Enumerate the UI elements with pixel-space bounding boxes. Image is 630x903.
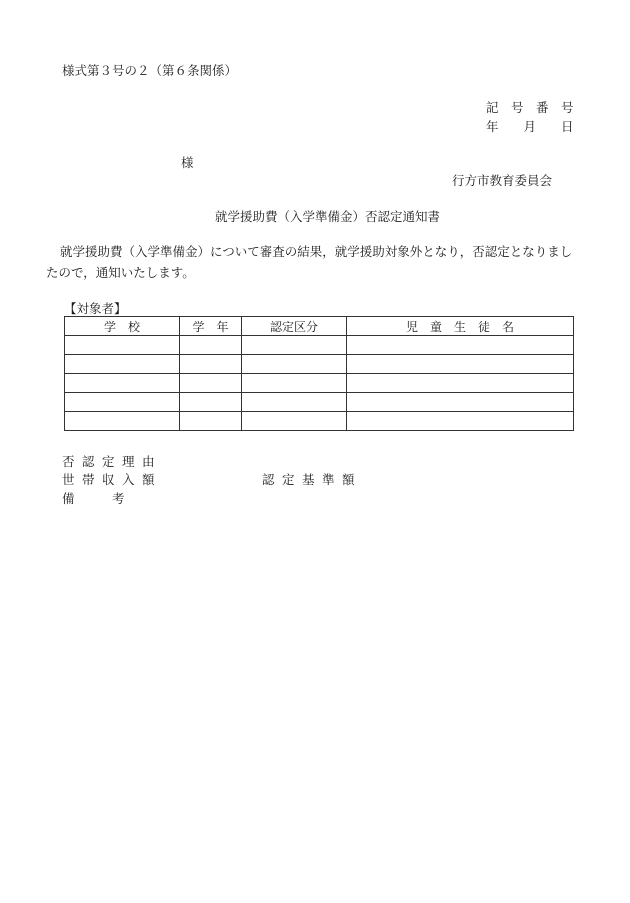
table-cell bbox=[347, 355, 574, 374]
table-row bbox=[65, 336, 574, 355]
document-title: 就学援助費（入学準備金）否認定通知書 bbox=[215, 209, 441, 224]
table-cell bbox=[180, 336, 242, 355]
table-cell bbox=[180, 393, 242, 412]
table-cell bbox=[242, 393, 347, 412]
header-category: 認定区分 bbox=[242, 317, 347, 336]
table-cell bbox=[180, 355, 242, 374]
header-grade: 学 年 bbox=[180, 317, 242, 336]
table-cell bbox=[347, 336, 574, 355]
target-table bbox=[64, 316, 574, 431]
table-cell bbox=[347, 412, 574, 431]
standard-label: 認定基準額 bbox=[262, 472, 363, 487]
table-row bbox=[65, 374, 574, 393]
table-cell bbox=[242, 374, 347, 393]
header-school: 学 校 bbox=[65, 317, 180, 336]
table-header-row bbox=[65, 317, 574, 336]
table-cell bbox=[242, 355, 347, 374]
table-cell bbox=[180, 374, 242, 393]
table-cell bbox=[347, 374, 574, 393]
issuer: 行方市教育委員会 bbox=[452, 173, 553, 188]
table-row bbox=[65, 412, 574, 431]
table-cell bbox=[65, 374, 180, 393]
table-cell bbox=[242, 412, 347, 431]
table-cell bbox=[242, 336, 347, 355]
date-label: 年 月 日 bbox=[486, 119, 574, 134]
reason-label: 否認定理由 bbox=[62, 454, 163, 469]
body-text: 就学援助費（入学準備金）について審査の結果，就学援助対象外となり，否認定となりましたので，通知いたします。 bbox=[46, 244, 573, 280]
table-row bbox=[65, 355, 574, 374]
remarks-label: 備 考 bbox=[62, 491, 125, 506]
table-cell bbox=[65, 336, 180, 355]
table-cell bbox=[65, 393, 180, 412]
addressee-suffix: 様 bbox=[181, 155, 194, 170]
income-label: 世帯収入額 bbox=[62, 472, 163, 487]
table-row bbox=[65, 393, 574, 412]
table-cell bbox=[65, 355, 180, 374]
table-cell bbox=[180, 412, 242, 431]
record-number-label: 記 号 番 号 bbox=[486, 100, 574, 115]
form-number: 様式第３号の２（第６条関係） bbox=[62, 63, 238, 78]
header-student-name: 児 童 生 徒 名 bbox=[347, 317, 574, 336]
table-cell bbox=[347, 393, 574, 412]
target-heading: 【対象者】 bbox=[64, 301, 127, 316]
table-cell bbox=[65, 412, 180, 431]
